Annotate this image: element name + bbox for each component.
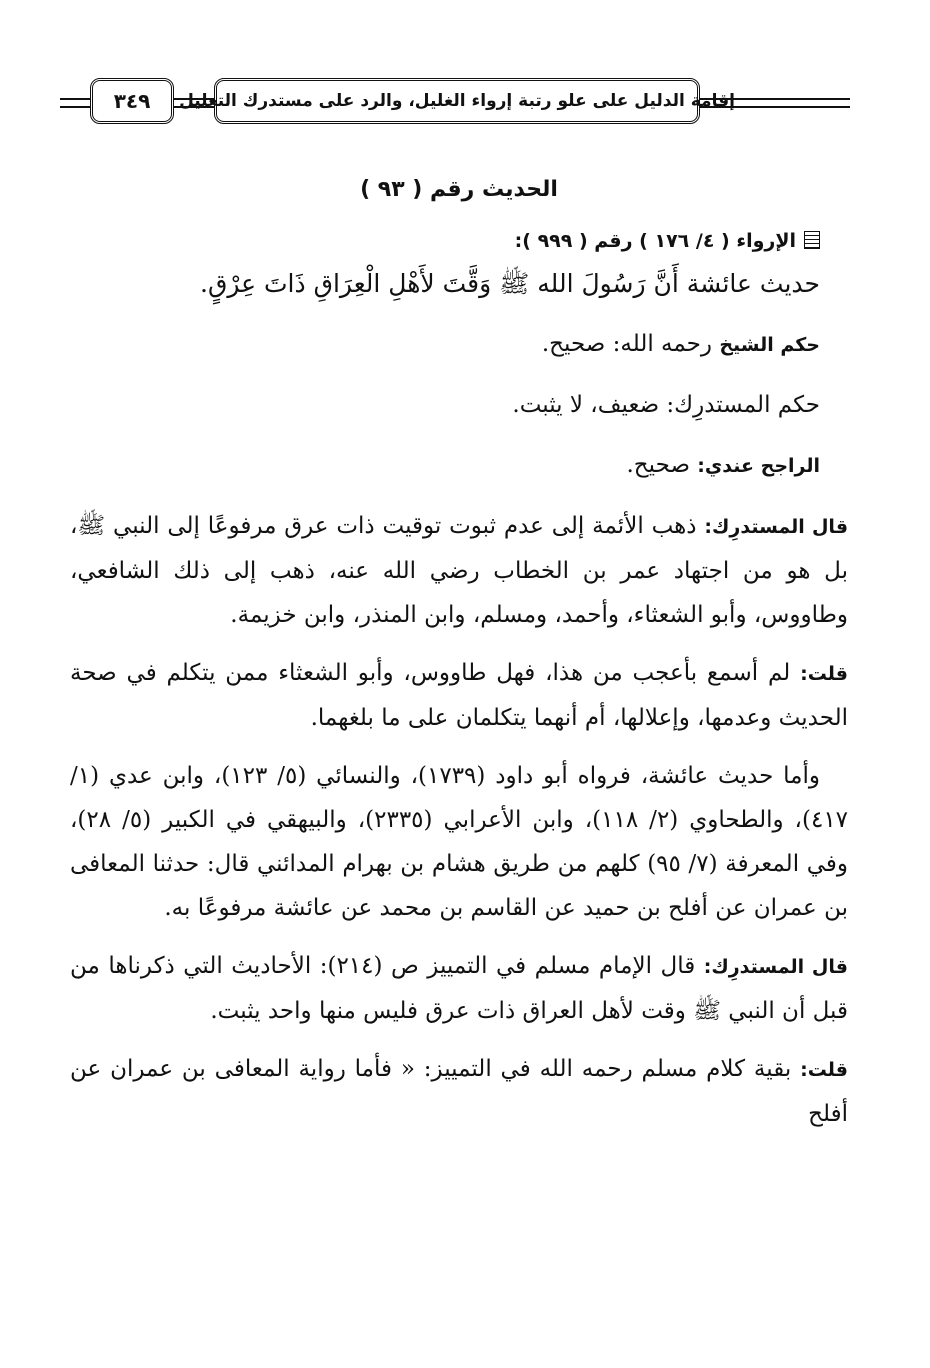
book-icon [804, 231, 820, 249]
sheikh-ruling-label: حكم الشيخ [719, 334, 820, 356]
paragraph-mustadrik-1 [70, 504, 848, 637]
hadith-title: الحديث رقم ( ٩٣ ) [360, 177, 558, 202]
page-header [60, 70, 850, 132]
paragraph-mustadrik-2 [70, 944, 848, 1033]
page-body [70, 168, 848, 1150]
paragraph-qultu-2 [70, 1047, 848, 1136]
paragraph-text: قال الإمام مسلم في التمييز ص (٢١٤): الأحاديث التي ذكرناها من قبل أن النبي ﷺ وقت لأهل العراق ذات عرق فليس منها واحد يثبت. [70, 953, 848, 1024]
rajih-ruling-value: صحيح. [626, 452, 690, 478]
paragraph-label: قال المستدرِك: [703, 956, 848, 978]
paragraph-text: وأما حديث عائشة، فرواه أبو داود (١٧٣٩)، والنسائي (٥/ ١٢٣)، وابن عدي (١/ ٤١٧)، والطحاوي (٢/ ١١٨)، وابن الأعرابي (٢٣٣٥)، والبيهقي في الكبير (٥/ ٢٨)، وفي المعرفة (٧/ ٩٥) كلهم من طريق هشام بن بهرام المدائني قال: حدثنا المعافى بن عمران عن أفلح بن حميد عن القاسم بن محمد عن عائشة مرفوعًا به. [70, 763, 849, 921]
paragraph-qultu-1 [70, 651, 848, 740]
reference-text: الإرواء ( ٤/ ١٧٦ ) رقم ( ٩٩٩ ): [514, 230, 796, 252]
hadith-text: حديث عائشة أَنَّ رَسُولَ الله ﷺ وَقَّتَ لأَهْلِ الْعِرَاقِ ذَاتَ عِرْقٍ. [200, 269, 820, 298]
rajih-ruling [70, 443, 820, 488]
paragraph-text: ذهب الأئمة إلى عدم ثبوت توقيت ذات عرق مرفوعًا إلى النبي ﷺ، بل هو من اجتهاد عمر بن الخطاب رضي الله عنه، ذهب إلى ذلك الشافعي، وطاووس، وأبو الشعثاء، وأحمد، ومسلم، وابن المنذر، وابن خزيمة. [70, 513, 848, 628]
mustadrik-ruling: حكم المستدرِك: ضعيف، لا يثبت. [512, 392, 820, 418]
sheikh-ruling-value: رحمه الله: صحيح. [541, 331, 712, 357]
paragraph-takhrij [70, 754, 848, 930]
hadith-reference [70, 222, 820, 260]
running-title: إقامة الدليل على علو رتبة إرواء الغليل، والرد على مستدرك التعليل [214, 78, 700, 124]
rajih-ruling-label: الراجح عندي: [697, 455, 820, 477]
sheikh-ruling [70, 322, 820, 367]
paragraph-text: لم أسمع بأعجب من هذا، فهل طاووس، وأبو الشعثاء ممن يتكلم في صحة الحديث وعدمها، وإعلالها، أم أنهما يتكلمان على ما بلغهما. [70, 660, 848, 731]
paragraph-label: قلت: [800, 1059, 849, 1081]
page-number: ٣٤٩ [90, 78, 174, 124]
paragraph-label: قلت: [800, 663, 849, 685]
paragraph-label: قال المستدرِك: [704, 516, 849, 538]
paragraph-text: بقية كلام مسلم رحمه الله في التمييز: « فأما رواية المعافى بن عمران عن أفلح [70, 1056, 848, 1127]
